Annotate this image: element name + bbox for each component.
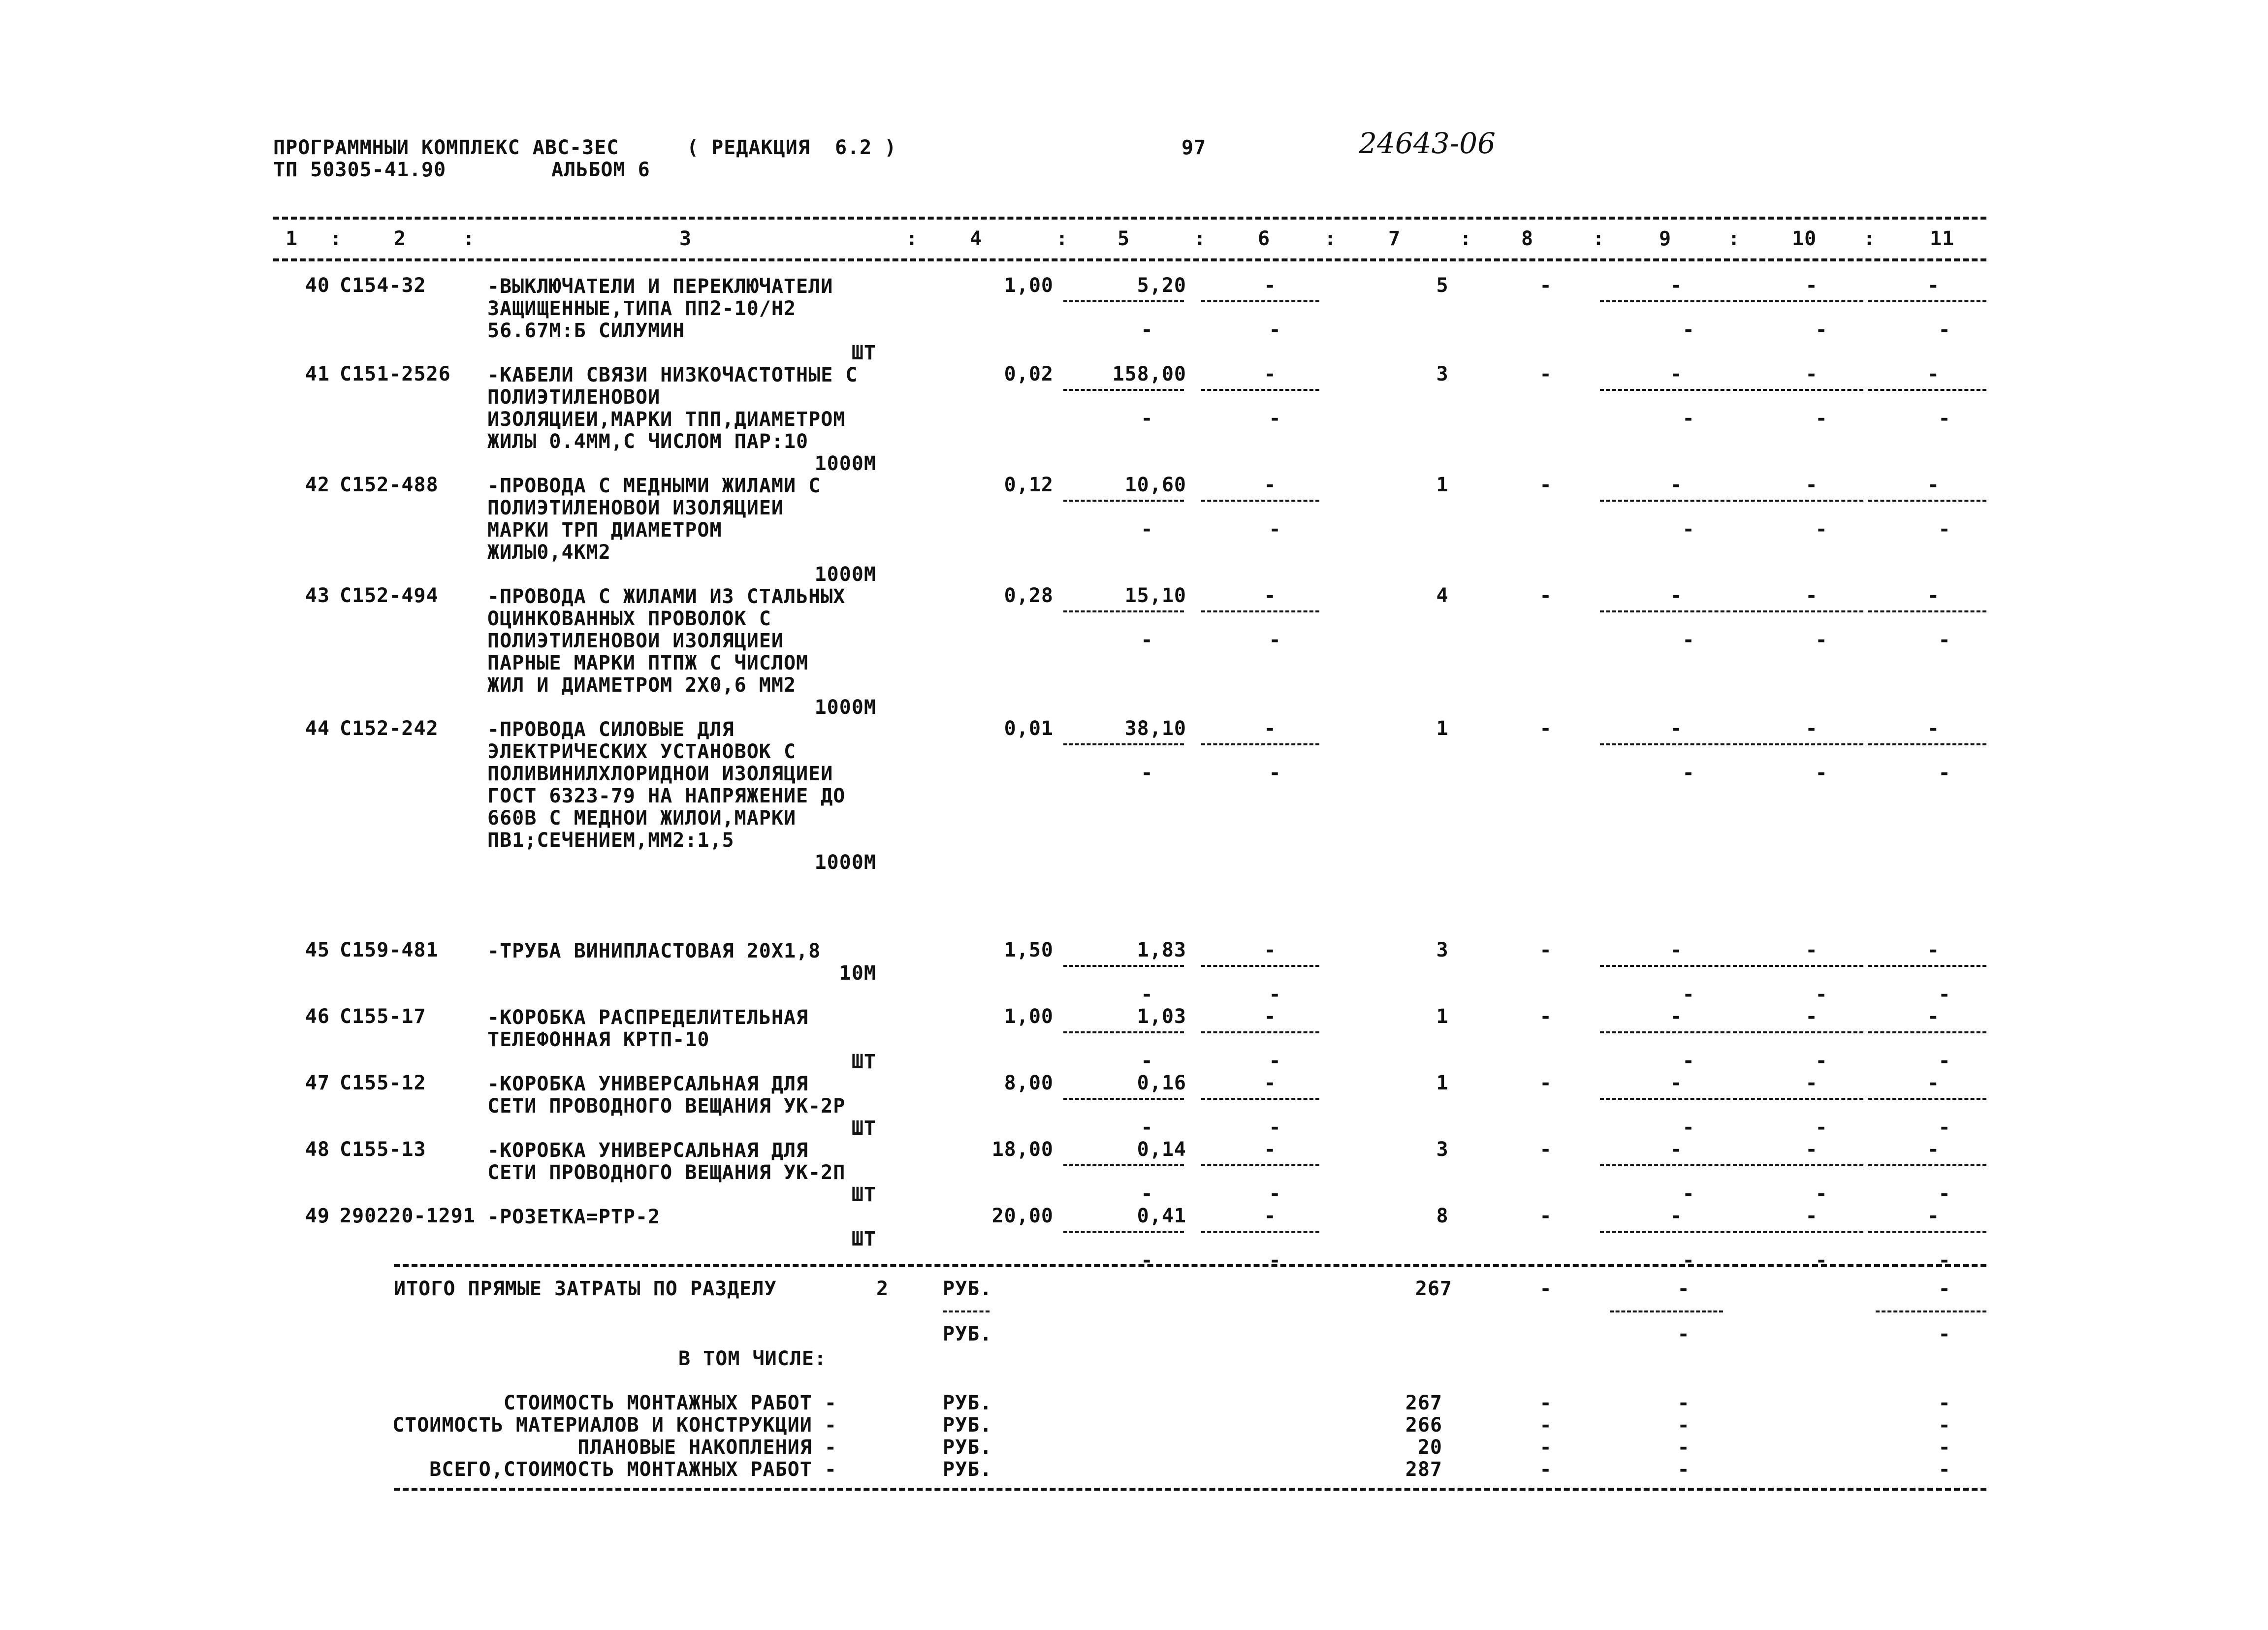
row-zero-marker: - <box>1938 407 1951 430</box>
table-bottom-rule <box>394 1488 1986 1491</box>
row-col6: - <box>1264 1005 1277 1028</box>
row-col6: - <box>1264 1072 1277 1094</box>
row-subtotal-rule <box>1733 965 1863 967</box>
row-subtotal-rule <box>1063 1098 1184 1100</box>
row-col10: - <box>1805 717 1818 740</box>
edition-label: ( РЕДАКЦИЯ 6.2 ) <box>687 136 897 159</box>
row-col7: 1 <box>1436 474 1449 496</box>
row-subtotal-rule <box>1733 389 1863 391</box>
row-quantity: 0,01 <box>1004 717 1054 740</box>
row-zero-marker: - <box>1815 1183 1828 1205</box>
row-code: 290220-1291 <box>340 1205 476 1227</box>
row-unit-price: 5,20 <box>1137 274 1186 297</box>
totals-sub-rule-b <box>1610 1310 1723 1312</box>
row-number: 48 <box>305 1138 330 1161</box>
summary-currency: РУБ. <box>943 1414 992 1437</box>
row-zero-marker: - <box>1815 1249 1828 1272</box>
row-description: -КОРОБКА РАСПРЕДЕЛИТЕЛЬНАЯ ТЕЛЕФОННАЯ КРТП-10 <box>487 1006 809 1051</box>
row-subtotal-rule <box>1733 1031 1863 1033</box>
row-subtotal-rule <box>1733 500 1863 502</box>
row-number: 45 <box>305 939 330 961</box>
row-col9: - <box>1670 1138 1683 1161</box>
row-zero-marker: - <box>1269 1116 1281 1139</box>
column-header-4: 4 <box>970 227 983 250</box>
row-col10: - <box>1805 474 1818 496</box>
summary-currency: РУБ. <box>943 1458 992 1481</box>
row-col6: - <box>1264 584 1277 607</box>
column-header-6: 6 <box>1258 227 1271 250</box>
row-zero-marker: - <box>1938 518 1951 541</box>
summary-currency: РУБ. <box>943 1392 992 1414</box>
row-zero-marker: - <box>1938 1183 1951 1205</box>
row-subtotal-rule <box>1600 610 1730 612</box>
row-col9: - <box>1670 1205 1683 1227</box>
row-col8: - <box>1539 474 1552 496</box>
row-unit: ШТ <box>851 342 876 364</box>
summary-c11: - <box>1938 1436 1951 1459</box>
column-separator: : <box>1728 227 1741 250</box>
row-col10: - <box>1805 274 1818 297</box>
row-unit-price: 1,03 <box>1137 1005 1186 1028</box>
row-zero-marker: - <box>1269 1183 1281 1205</box>
row-subtotal-rule <box>1063 1031 1184 1033</box>
row-zero-marker: - <box>1815 319 1828 341</box>
row-subtotal-rule <box>1201 389 1319 391</box>
row-subtotal-rule <box>1868 965 1986 967</box>
row-zero-marker: - <box>1938 983 1951 1006</box>
row-subtotal-rule <box>1201 1031 1319 1033</box>
totals-col9: - <box>1677 1278 1690 1300</box>
row-subtotal-rule <box>1201 743 1319 745</box>
row-quantity: 20,00 <box>991 1205 1054 1227</box>
totals-top-rule <box>394 1264 1986 1267</box>
row-subtotal-rule <box>1600 389 1730 391</box>
summary-label: ВСЕГО,СТОИМОСТЬ МОНТАЖНЫХ РАБОТ - <box>429 1458 837 1481</box>
row-zero-marker: - <box>1141 1183 1153 1205</box>
row-number: 49 <box>305 1205 330 1227</box>
row-col7: 1 <box>1436 717 1449 740</box>
row-description: -ПРОВОДА С МЕДНЫМИ ЖИЛАМИ С ПОЛИЭТИЛЕНОВОИ ИЗОЛЯЦИЕИ МАРКИ ТРП ДИАМЕТРОМ ЖИЛЫ0,4КМ2 <box>487 475 821 564</box>
column-header-1: 1 <box>286 227 298 250</box>
row-subtotal-rule <box>1600 300 1730 302</box>
row-subtotal-rule <box>1868 743 1986 745</box>
row-zero-marker: - <box>1815 983 1828 1006</box>
row-col9: - <box>1670 1005 1683 1028</box>
tp-number: ТП 50305-41.90 <box>273 159 447 181</box>
column-header-8: 8 <box>1521 227 1534 250</box>
row-col9: - <box>1670 939 1683 961</box>
row-unit: 1000М <box>814 851 876 874</box>
row-subtotal-rule <box>1868 610 1986 612</box>
row-col11: - <box>1927 717 1940 740</box>
row-col9: - <box>1670 1072 1683 1094</box>
totals-col8: - <box>1539 1278 1552 1300</box>
row-col8: - <box>1539 274 1552 297</box>
row-subtotal-rule <box>1733 743 1863 745</box>
row-unit-price: 0,14 <box>1137 1138 1186 1161</box>
row-zero-marker: - <box>1938 629 1951 651</box>
summary-c8: - <box>1539 1436 1552 1459</box>
row-col11: - <box>1927 1072 1940 1094</box>
row-zero-marker: - <box>1815 518 1828 541</box>
row-col9: - <box>1670 363 1683 385</box>
row-col8: - <box>1539 717 1552 740</box>
row-col8: - <box>1539 1005 1552 1028</box>
row-col6: - <box>1264 274 1277 297</box>
row-zero-marker: - <box>1938 762 1951 784</box>
summary-value: 266 <box>1405 1414 1442 1437</box>
row-subtotal-rule <box>1733 1164 1863 1166</box>
row-code: С159-481 <box>340 939 439 961</box>
totals-sum: 267 <box>1415 1278 1452 1300</box>
row-unit: ШТ <box>851 1228 876 1250</box>
row-zero-marker: - <box>1269 1249 1281 1272</box>
row-description: -КОРОБКА УНИВЕРСАЛЬНАЯ ДЛЯ СЕТИ ПРОВОДНОГО ВЕЩАНИЯ УК-2П <box>487 1139 846 1184</box>
row-col10: - <box>1805 1005 1818 1028</box>
row-zero-marker: - <box>1141 983 1153 1006</box>
row-zero-marker: - <box>1141 407 1153 430</box>
page-number: 97 <box>1182 136 1207 159</box>
row-quantity: 0,12 <box>1004 474 1054 496</box>
row-zero-marker: - <box>1938 1249 1951 1272</box>
row-number: 43 <box>305 584 330 607</box>
row-description: -КОРОБКА УНИВЕРСАЛЬНАЯ ДЛЯ СЕТИ ПРОВОДНОГО ВЕЩАНИЯ УК-2Р <box>487 1073 846 1118</box>
row-col8: - <box>1539 1072 1552 1094</box>
row-quantity: 1,00 <box>1004 1005 1054 1028</box>
summary-label: СТОИМОСТЬ МОНТАЖНЫХ РАБОТ - <box>503 1392 837 1414</box>
column-separator: : <box>463 227 476 250</box>
column-separator: : <box>1593 227 1605 250</box>
row-subtotal-rule <box>1733 1231 1863 1233</box>
row-col8: - <box>1539 939 1552 961</box>
row-col8: - <box>1539 584 1552 607</box>
row-subtotal-rule <box>1063 965 1184 967</box>
row-col11: - <box>1927 474 1940 496</box>
row-subtotal-rule <box>1201 1231 1319 1233</box>
column-separator: : <box>1056 227 1069 250</box>
row-col7: 3 <box>1436 363 1449 385</box>
row-zero-marker: - <box>1682 762 1695 784</box>
row-subtotal-rule <box>1600 965 1730 967</box>
row-subtotal-rule <box>1063 300 1184 302</box>
album-label: АЛЬБОМ 6 <box>551 159 650 181</box>
row-col7: 1 <box>1436 1072 1449 1094</box>
row-col6: - <box>1264 1205 1277 1227</box>
row-col7: 1 <box>1436 1005 1449 1028</box>
row-subtotal-rule <box>1868 1098 1986 1100</box>
row-zero-marker: - <box>1141 762 1153 784</box>
summary-currency: РУБ. <box>943 1436 992 1459</box>
row-zero-marker: - <box>1269 319 1281 341</box>
row-subtotal-rule <box>1600 743 1730 745</box>
row-col11: - <box>1927 939 1940 961</box>
row-unit: 10М <box>839 962 876 985</box>
column-header-10: 10 <box>1792 227 1817 250</box>
column-separator: : <box>1460 227 1472 250</box>
row-zero-marker: - <box>1815 1116 1828 1139</box>
row-col11: - <box>1927 274 1940 297</box>
row-description: -ПРОВОДА СИЛОВЫЕ ДЛЯ ЭЛЕКТРИЧЕСКИХ УСТАНОВОК С ПОЛИВИНИЛХЛОРИДНОИ ИЗОЛЯЦИЕИ ГОСТ 6323-79 НА НАПРЯЖЕНИЕ ДО 660В С МЕДНОИ ЖИЛОИ,МАРКИ ПВ1;СЕЧЕНИЕМ,ММ2:1,5 <box>487 718 846 852</box>
row-unit-price: 0,16 <box>1137 1072 1186 1094</box>
row-code: С152-242 <box>340 717 439 740</box>
row-quantity: 18,00 <box>991 1138 1054 1161</box>
row-unit-price: 10,60 <box>1124 474 1186 496</box>
row-col8: - <box>1539 1138 1552 1161</box>
summary-c11: - <box>1938 1414 1951 1437</box>
totals-sub-currency: РУБ. <box>943 1323 992 1345</box>
row-quantity: 8,00 <box>1004 1072 1054 1094</box>
row-number: 47 <box>305 1072 330 1094</box>
row-col9: - <box>1670 474 1683 496</box>
row-subtotal-rule <box>1868 300 1986 302</box>
summary-c9: - <box>1677 1436 1690 1459</box>
row-number: 40 <box>305 274 330 297</box>
column-separator: : <box>906 227 919 250</box>
totals-col11: - <box>1938 1278 1951 1300</box>
row-subtotal-rule <box>1733 300 1863 302</box>
row-col6: - <box>1264 939 1277 961</box>
column-header-11: 11 <box>1930 227 1955 250</box>
row-zero-marker: - <box>1269 518 1281 541</box>
row-subtotal-rule <box>1063 743 1184 745</box>
row-zero-marker: - <box>1682 1183 1695 1205</box>
row-zero-marker: - <box>1141 1249 1153 1272</box>
column-separator: : <box>330 227 343 250</box>
totals-sub-col9: - <box>1677 1323 1690 1345</box>
row-zero-marker: - <box>1269 762 1281 784</box>
row-zero-marker: - <box>1269 983 1281 1006</box>
row-subtotal-rule <box>1063 1231 1184 1233</box>
program-title: ПРОГРАММНЫИ КОМПЛЕКС АВС-ЗЕС <box>273 136 619 159</box>
column-separator: : <box>1194 227 1207 250</box>
summary-value: 287 <box>1405 1458 1442 1481</box>
row-col10: - <box>1805 584 1818 607</box>
document-stamp: 24643-06 <box>1359 127 1496 160</box>
totals-sub-col11: - <box>1938 1323 1951 1345</box>
row-col7: 5 <box>1436 274 1449 297</box>
row-col6: - <box>1264 1138 1277 1161</box>
row-zero-marker: - <box>1682 1116 1695 1139</box>
row-subtotal-rule <box>1201 1098 1319 1100</box>
row-zero-marker: - <box>1141 629 1153 651</box>
table-header-rule <box>273 258 1986 261</box>
row-unit: 1000М <box>814 696 876 719</box>
row-col10: - <box>1805 1072 1818 1094</box>
row-subtotal-rule <box>1201 1164 1319 1166</box>
row-zero-marker: - <box>1682 319 1695 341</box>
row-zero-marker: - <box>1815 407 1828 430</box>
column-separator: : <box>1324 227 1337 250</box>
row-unit: 1000М <box>814 563 876 586</box>
row-zero-marker: - <box>1682 1249 1695 1272</box>
row-col11: - <box>1927 1138 1940 1161</box>
row-subtotal-rule <box>1600 1031 1730 1033</box>
row-zero-marker: - <box>1269 1050 1281 1072</box>
row-col10: - <box>1805 363 1818 385</box>
totals-sub-rule-c <box>1876 1310 1986 1312</box>
row-subtotal-rule <box>1201 500 1319 502</box>
row-subtotal-rule <box>1733 610 1863 612</box>
summary-c9: - <box>1677 1392 1690 1414</box>
row-col11: - <box>1927 1205 1940 1227</box>
row-subtotal-rule <box>1733 1098 1863 1100</box>
row-number: 41 <box>305 363 330 385</box>
row-number: 46 <box>305 1005 330 1028</box>
row-unit: ШТ <box>851 1051 876 1073</box>
row-quantity: 0,02 <box>1004 363 1054 385</box>
row-col9: - <box>1670 717 1683 740</box>
row-col7: 8 <box>1436 1205 1449 1227</box>
row-zero-marker: - <box>1141 1116 1153 1139</box>
totals-sub-rule-a <box>943 1310 990 1312</box>
row-unit: 1000М <box>814 452 876 475</box>
row-zero-marker: - <box>1815 1050 1828 1072</box>
row-subtotal-rule <box>1063 1164 1184 1166</box>
totals-currency: РУБ. <box>943 1278 992 1300</box>
row-col8: - <box>1539 363 1552 385</box>
row-col8: - <box>1539 1205 1552 1227</box>
row-zero-marker: - <box>1682 518 1695 541</box>
row-unit-price: 38,10 <box>1124 717 1186 740</box>
row-subtotal-rule <box>1868 1164 1986 1166</box>
row-col11: - <box>1927 584 1940 607</box>
row-code: С154-32 <box>340 274 426 297</box>
row-code: С152-494 <box>340 584 439 607</box>
row-col7: 3 <box>1436 939 1449 961</box>
row-quantity: 1,00 <box>1004 274 1054 297</box>
row-subtotal-rule <box>1868 389 1986 391</box>
row-subtotal-rule <box>1063 389 1184 391</box>
row-col11: - <box>1927 363 1940 385</box>
summary-label: СТОИМОСТЬ МАТЕРИАЛОВ И КОНСТРУКЦИИ - <box>392 1414 837 1437</box>
row-number: 44 <box>305 717 330 740</box>
row-quantity: 0,28 <box>1004 584 1054 607</box>
row-col6: - <box>1264 474 1277 496</box>
row-unit-price: 0,41 <box>1137 1205 1186 1227</box>
row-zero-marker: - <box>1938 1116 1951 1139</box>
row-col11: - <box>1927 1005 1940 1028</box>
summary-c9: - <box>1677 1414 1690 1437</box>
row-subtotal-rule <box>1201 300 1319 302</box>
row-col6: - <box>1264 717 1277 740</box>
summary-c9: - <box>1677 1458 1690 1481</box>
summary-c8: - <box>1539 1414 1552 1437</box>
summary-c8: - <box>1539 1392 1552 1414</box>
row-subtotal-rule <box>1600 500 1730 502</box>
row-description: -РОЗЕТКА=РТР-2 <box>487 1206 661 1228</box>
summary-value: 267 <box>1405 1392 1442 1414</box>
row-description: -ВЫКЛЮЧАТЕЛИ И ПЕРЕКЛЮЧАТЕЛИ ЗАЩИЩЕННЫЕ,ТИПА ПП2-10/Н2 56.67М:Б СИЛУМИН <box>487 275 833 342</box>
row-subtotal-rule <box>1201 610 1319 612</box>
row-zero-marker: - <box>1269 629 1281 651</box>
row-unit-price: 158,00 <box>1112 363 1186 385</box>
row-zero-marker: - <box>1682 407 1695 430</box>
row-subtotal-rule <box>1868 1031 1986 1033</box>
row-subtotal-rule <box>1063 610 1184 612</box>
row-zero-marker: - <box>1141 319 1153 341</box>
row-code: С155-12 <box>340 1072 426 1094</box>
row-zero-marker: - <box>1682 983 1695 1006</box>
summary-c11: - <box>1938 1392 1951 1414</box>
summary-label: ПЛАНОВЫЕ НАКОПЛЕНИЯ - <box>577 1436 837 1459</box>
table-top-rule <box>273 217 1986 220</box>
row-description: -ПРОВОДА С ЖИЛАМИ ИЗ СТАЛЬНЫХ ОЦИНКОВАННЫХ ПРОВОЛОК С ПОЛИЭТИЛЕНОВОИ ИЗОЛЯЦИЕИ ПАРНЫЕ МАРКИ ПТПЖ С ЧИСЛОМ ЖИЛ И ДИАМЕТРОМ 2Х0,6 ММ2 <box>487 585 846 697</box>
row-code: С155-17 <box>340 1005 426 1028</box>
totals-section: 2 <box>876 1278 889 1300</box>
row-zero-marker: - <box>1682 629 1695 651</box>
column-header-5: 5 <box>1118 227 1130 250</box>
row-unit-price: 15,10 <box>1124 584 1186 607</box>
row-zero-marker: - <box>1815 762 1828 784</box>
row-subtotal-rule <box>1600 1231 1730 1233</box>
row-subtotal-rule <box>1868 500 1986 502</box>
row-col10: - <box>1805 939 1818 961</box>
column-header-3: 3 <box>679 227 692 250</box>
row-description: -ТРУБА ВИНИПЛАСТОВАЯ 20Х1,8 <box>487 940 821 962</box>
row-zero-marker: - <box>1269 407 1281 430</box>
row-zero-marker: - <box>1815 629 1828 651</box>
row-code: С151-2526 <box>340 363 451 385</box>
row-zero-marker: - <box>1938 1050 1951 1072</box>
totals-label: ИТОГО ПРЯМЫЕ ЗАТРАТЫ ПО РАЗДЕЛУ <box>394 1278 777 1300</box>
row-col6: - <box>1264 363 1277 385</box>
row-subtotal-rule <box>1063 500 1184 502</box>
row-subtotal-rule <box>1600 1098 1730 1100</box>
row-unit: ШТ <box>851 1117 876 1140</box>
row-code: С152-488 <box>340 474 439 496</box>
row-col10: - <box>1805 1138 1818 1161</box>
row-col7: 3 <box>1436 1138 1449 1161</box>
row-subtotal-rule <box>1600 1164 1730 1166</box>
row-zero-marker: - <box>1682 1050 1695 1072</box>
summary-value: 20 <box>1417 1436 1442 1459</box>
column-header-2: 2 <box>394 227 407 250</box>
column-header-7: 7 <box>1388 227 1401 250</box>
row-col7: 4 <box>1436 584 1449 607</box>
row-subtotal-rule <box>1868 1231 1986 1233</box>
column-header-9: 9 <box>1659 227 1672 250</box>
summary-c11: - <box>1938 1458 1951 1481</box>
including-label: В ТОМ ЧИСЛЕ: <box>678 1347 827 1370</box>
row-unit-price: 1,83 <box>1137 939 1186 961</box>
summary-c8: - <box>1539 1458 1552 1481</box>
column-separator: : <box>1863 227 1876 250</box>
row-description: -КАБЕЛИ СВЯЗИ НИЗКОЧАСТОТНЫЕ С ПОЛИЭТИЛЕНОВОИ ИЗОЛЯЦИЕИ,МАРКИ ТПП,ДИАМЕТРОМ ЖИЛЫ 0.4ММ,С ЧИСЛОМ ПАР:10 <box>487 364 858 453</box>
row-zero-marker: - <box>1141 1050 1153 1072</box>
row-zero-marker: - <box>1141 518 1153 541</box>
row-zero-marker: - <box>1938 319 1951 341</box>
row-code: С155-13 <box>340 1138 426 1161</box>
row-col10: - <box>1805 1205 1818 1227</box>
row-number: 42 <box>305 474 330 496</box>
row-unit: ШТ <box>851 1183 876 1206</box>
row-col9: - <box>1670 584 1683 607</box>
row-col9: - <box>1670 274 1683 297</box>
row-quantity: 1,50 <box>1004 939 1054 961</box>
row-subtotal-rule <box>1201 965 1319 967</box>
